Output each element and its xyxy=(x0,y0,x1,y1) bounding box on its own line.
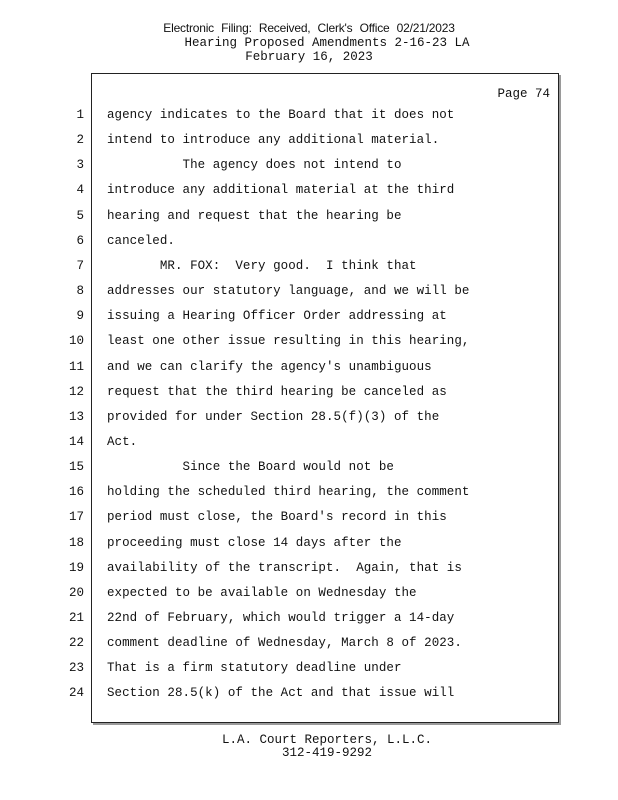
transcript-line: and we can clarify the agency's unambiguous xyxy=(107,359,432,374)
transcript-line: provided for under Section 28.5(f)(3) of the xyxy=(107,409,440,424)
line-number: 15 xyxy=(68,460,84,475)
transcript-line: period must close, the Board's record in this xyxy=(107,510,447,525)
line-number: 12 xyxy=(68,384,84,399)
line-number: 2 xyxy=(76,133,84,148)
transcript-line: issuing a Hearing Officer Order addressing at xyxy=(107,309,447,324)
transcript-line: introduce any additional material at the third xyxy=(107,183,455,198)
line-number: 13 xyxy=(68,409,84,424)
line-number: 21 xyxy=(68,611,84,625)
transcript-line: least one other issue resulting in this hearing, xyxy=(107,334,470,349)
line-number: 11 xyxy=(68,359,84,374)
line-number: 24 xyxy=(68,686,84,701)
transcript-line: 22nd of February, which would trigger a 14-day xyxy=(107,611,455,625)
line-number: 20 xyxy=(68,585,84,600)
transcript-title: Hearing Proposed Amendments 2-16-23 LA xyxy=(184,36,470,50)
line-number: 6 xyxy=(76,233,84,248)
transcript-date: February 16, 2023 xyxy=(245,50,373,64)
transcript-line: request that the third hearing be canceled as xyxy=(107,384,447,399)
transcript-line: expected to be available on Wednesday the xyxy=(107,585,417,600)
transcript-line: agency indicates to the Board that it does not xyxy=(107,108,455,122)
transcript-line: hearing and request that the hearing be xyxy=(107,208,402,223)
transcript-line: MR. FOX: Very good. I think that xyxy=(107,258,417,273)
transcript-line: availability of the transcript. Again, that is xyxy=(107,560,462,575)
court-reporter-name: L.A. Court Reporters, L.L.C. xyxy=(221,733,433,747)
line-number: 23 xyxy=(68,661,84,676)
line-number: 18 xyxy=(68,535,84,550)
transcript-line: proceeding must close 14 days after the xyxy=(107,535,402,550)
transcript-line: That is a firm statutory deadline under xyxy=(107,661,402,676)
line-number: 9 xyxy=(76,309,84,324)
line-number: 19 xyxy=(68,560,84,575)
line-number: 8 xyxy=(76,284,84,299)
line-number: 7 xyxy=(76,258,84,273)
transcript-line: Section 28.5(k) of the Act and that issue will xyxy=(107,686,455,701)
line-number: 4 xyxy=(76,183,84,198)
transcript-line: holding the scheduled third hearing, the comment xyxy=(107,485,470,500)
filing-stamp: Electronic Filing: Received, Clerk's Office 02/21/2023 xyxy=(163,21,455,35)
transcript-line: addresses our statutory language, and we will be xyxy=(107,284,470,299)
line-number: 10 xyxy=(68,334,84,349)
court-reporter-phone: 312-419-9292 xyxy=(281,746,372,760)
line-number: 22 xyxy=(68,636,84,651)
line-number: 1 xyxy=(76,108,84,122)
transcript-line: Since the Board would not be xyxy=(107,460,394,475)
line-number: 16 xyxy=(68,485,84,500)
transcript-line: The agency does not intend to xyxy=(107,158,402,173)
line-number: 14 xyxy=(68,434,84,449)
line-number: 5 xyxy=(76,208,84,223)
line-number: 17 xyxy=(68,510,84,525)
transcript-line: canceled. xyxy=(107,233,175,248)
transcript-line: Act. xyxy=(107,434,138,449)
transcript-line: comment deadline of Wednesday, March 8 of 2023. xyxy=(107,636,462,651)
line-number: 3 xyxy=(76,158,84,173)
transcript-line: intend to introduce any additional material. xyxy=(107,133,440,148)
page-number: Page 74 xyxy=(497,87,550,101)
